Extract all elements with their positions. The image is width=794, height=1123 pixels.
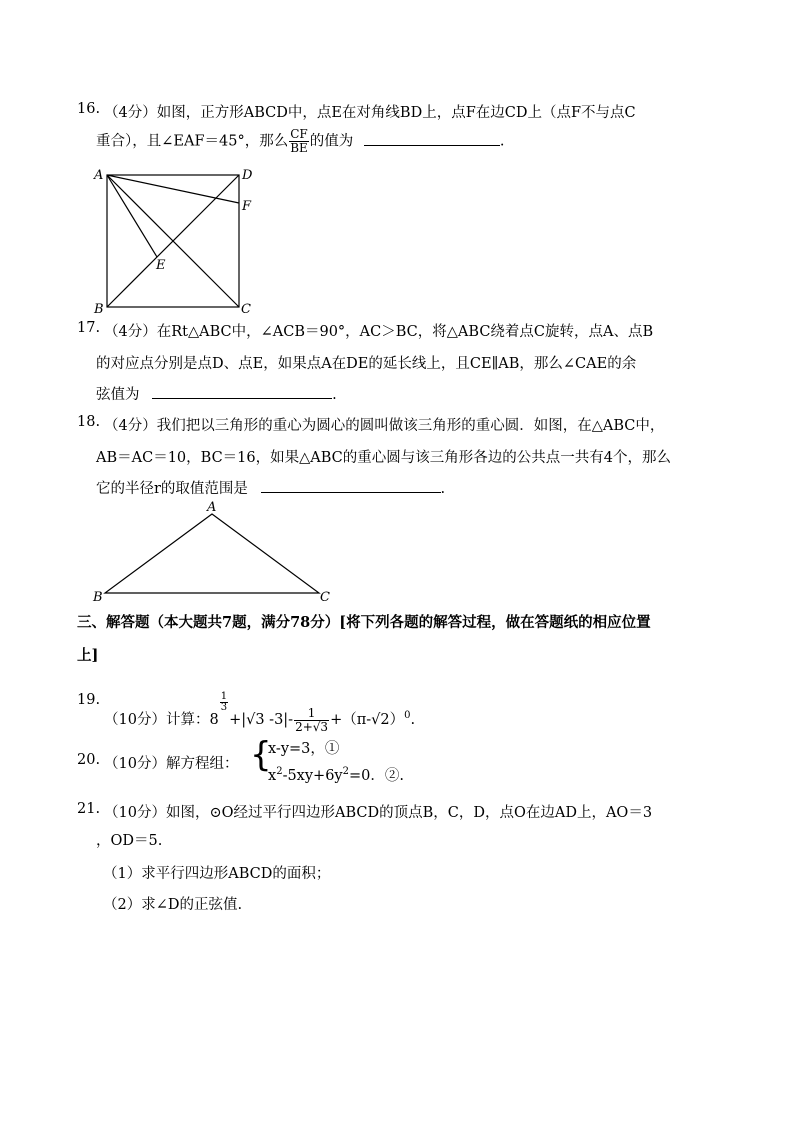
q19-exp-num: 1	[220, 691, 228, 702]
q18-number: 18.	[77, 414, 101, 430]
q16-square-figure	[90, 165, 260, 315]
q19-expression	[104, 692, 415, 734]
q19-fraction	[294, 707, 329, 734]
segment-ae	[107, 175, 157, 257]
section-3-line2: 上]	[77, 647, 99, 664]
triangle-abc	[105, 514, 319, 593]
q19-number: 19.	[77, 692, 101, 708]
q21-sub1: （1）求平行四边形ABCD的面积；	[103, 866, 331, 882]
q19-tail-exponent: 0	[404, 710, 411, 722]
system-brace: {	[250, 735, 272, 775]
q18-end: .	[440, 481, 446, 497]
q20-eq2-b-exp: 2	[342, 766, 349, 778]
q16-line2	[96, 128, 505, 155]
q19-tail: +（π-√2）	[330, 712, 405, 728]
q21-line2: ，OD＝5.	[96, 833, 163, 849]
q16-fraction	[289, 128, 309, 155]
q18-line3	[96, 477, 445, 498]
q19-exp-den: 3	[220, 702, 228, 713]
label-b: B	[94, 302, 104, 315]
q18-answer-blank	[261, 480, 441, 493]
label-c: C	[320, 590, 330, 605]
q17-line1: （4分）在Rt△ABC中，∠ACB＝90°，AC＞BC，将△ABC绕着点C旋转，点A、点B	[104, 324, 654, 340]
q16-number: 16.	[77, 101, 101, 117]
q21-number: 21.	[77, 801, 101, 817]
q20-eq2-b: -5xy+6y	[282, 768, 343, 784]
q17-line3	[96, 383, 337, 404]
label-a: A	[207, 500, 217, 515]
q17-answer-blank	[152, 386, 332, 399]
segment-af	[107, 175, 239, 203]
q18-line1: （4分）我们把以三角形的重心为圆心的圆叫做该三角形的重心圆．如图，在△ABC中，	[104, 418, 665, 434]
label-c: C	[241, 302, 251, 315]
q20-eq2	[268, 764, 404, 785]
q19-frac-num: 1	[294, 707, 329, 721]
q19-prefix: （10分）计算：	[104, 712, 210, 728]
q20-eq2-c: =0．②	[349, 768, 400, 784]
q19-frac-den: 2+√3	[295, 719, 329, 734]
q18-triangle-figure	[88, 500, 338, 606]
q16-line2-a: 重合），且∠EAF＝45°，那么	[96, 133, 289, 150]
q18-line3-text: 它的半径r的取值范围是	[96, 481, 248, 497]
q19-end: .	[410, 712, 416, 728]
label-b: B	[93, 590, 103, 605]
q20-number: 20.	[77, 752, 101, 768]
q16-frac-den: BE	[290, 141, 308, 155]
q20-end: .	[399, 768, 404, 784]
q20-prefix: （10分）解方程组：	[104, 756, 239, 772]
q16-line1: （4分）如图，正方形ABCD中，点E在对角线BD上，点F在边CD上（点F不与点C	[104, 105, 636, 121]
q18-line2: AB＝AC＝10，BC＝16，如果△ABC的重心圆与该三角形各边的公共点一共有4个，那么	[96, 450, 671, 466]
q16-frac-num: CF	[290, 127, 308, 141]
q19-base: 8	[209, 712, 219, 728]
q20-eq2-a: x	[268, 768, 277, 784]
q17-end: .	[332, 387, 337, 403]
q20-eq1: x-y=3，①	[268, 741, 340, 757]
section-3-line1: 三、解答题（本大题共7题，满分78分）[将下列各题的解答过程，做在答题纸的相应位置	[77, 614, 651, 631]
label-e: E	[156, 258, 166, 273]
q17-line2: 的对应点分别是点D、点E，如果点A在DE的延长线上，且CE∥AB，那么∠CAE的余	[96, 356, 637, 372]
q16-end: .	[499, 133, 505, 150]
label-d: D	[242, 168, 253, 183]
q21-line1: （10分）如图，⊙O经过平行四边形ABCD的顶点B，C，D，点O在边AD上，AO＝3	[104, 805, 653, 821]
q20-eq2-a-exp: 2	[276, 766, 283, 778]
q19-exponent	[220, 692, 228, 713]
q21-sub2: （2）求∠D的正弦值.	[103, 897, 243, 913]
q16-line2-b: 的值为	[309, 133, 354, 150]
q16-answer-blank	[364, 133, 500, 146]
q17-number: 17.	[77, 320, 101, 336]
q19-mid: +|√3 -3|-	[229, 712, 294, 728]
q17-line3-text: 弦值为	[96, 387, 140, 403]
label-f: F	[242, 199, 252, 214]
label-a: A	[94, 168, 104, 183]
